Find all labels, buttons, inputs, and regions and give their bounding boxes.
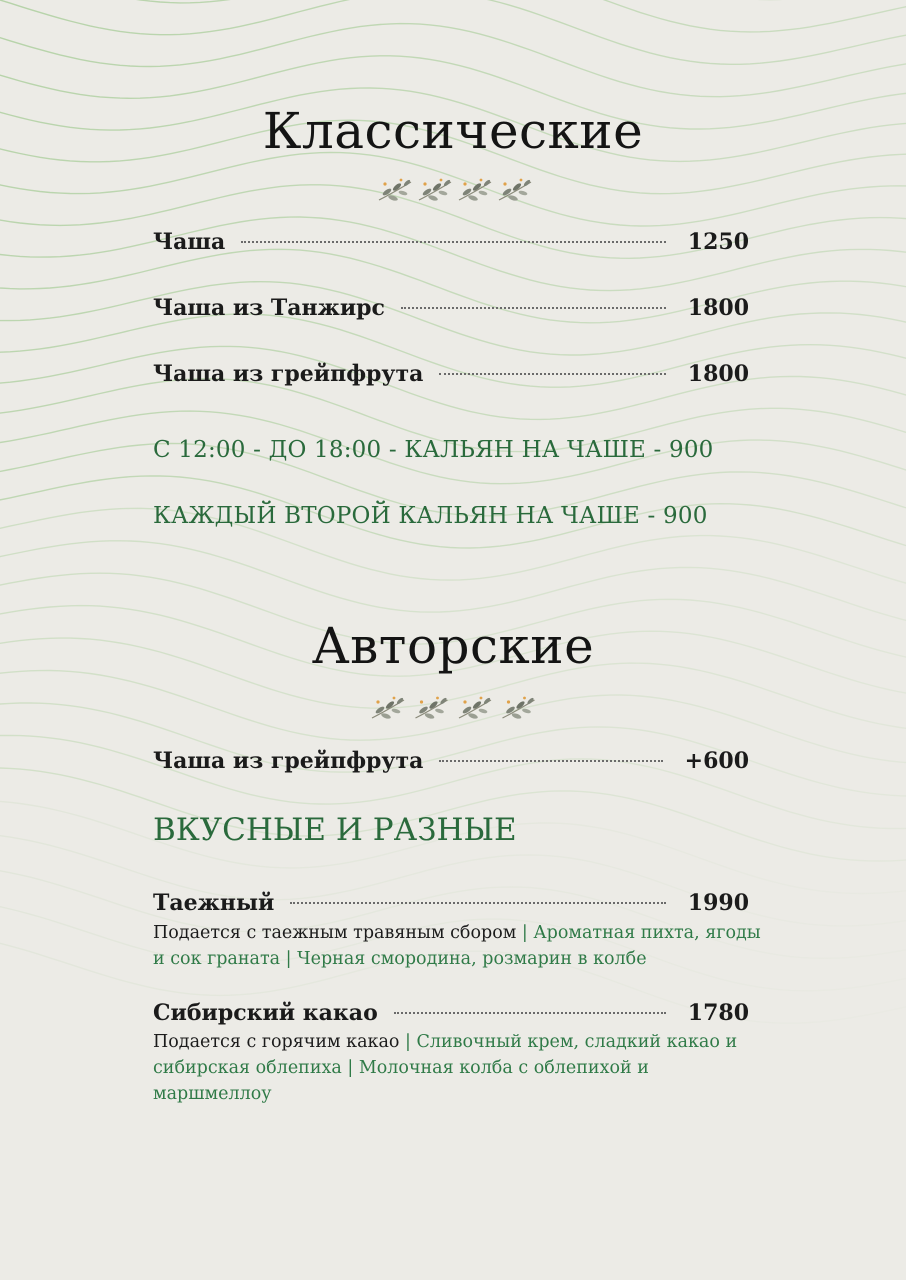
dot-leader bbox=[439, 760, 662, 762]
menu-item-name: Чаша из Танжирс bbox=[153, 295, 385, 321]
menu-item-price: 1780 bbox=[687, 1000, 749, 1026]
menu-item-name: Чаша из грейпфрута bbox=[153, 748, 424, 774]
menu-item-row bbox=[153, 229, 749, 255]
menu-item-row bbox=[153, 890, 749, 916]
promo-line: КАЖДЫЙ ВТОРОЙ КАЛЬЯН НА ЧАШЕ - 900 bbox=[153, 503, 708, 529]
dot-leader bbox=[439, 373, 665, 375]
subsection-title: ВКУСНЫЕ И РАЗНЫЕ bbox=[153, 812, 517, 848]
promo-line: С 12:00 - ДО 18:00 - КАЛЬЯН НА ЧАШЕ - 900 bbox=[153, 437, 714, 463]
description-details: | Сливочный крем, сладкий какао и сибирская облепиха | Молочная колба с облепихой и маршмеллоу bbox=[153, 1032, 738, 1104]
menu-item-price: 1250 bbox=[687, 229, 749, 255]
description-main: Подается с горячим какао bbox=[153, 1032, 406, 1052]
section-title-classic: Классические bbox=[262, 102, 644, 160]
menu-item-name: Сибирский какао bbox=[153, 1000, 378, 1026]
menu-item-row bbox=[153, 295, 749, 321]
dot-leader bbox=[401, 307, 666, 309]
menu-item-price: +600 bbox=[684, 748, 749, 774]
menu-item-row bbox=[153, 748, 749, 774]
menu-item-name: Чаша из грейпфрута bbox=[153, 361, 424, 387]
dot-leader bbox=[241, 241, 666, 243]
menu-item-description bbox=[153, 920, 763, 972]
dot-leader bbox=[394, 1012, 666, 1014]
description-details: | Ароматная пихта, ягоды и сок граната | Черная смородина, розмарин в колбе bbox=[153, 923, 761, 969]
menu-item-row bbox=[153, 1000, 749, 1026]
dot-leader bbox=[290, 902, 665, 904]
leaf-ornament-icon bbox=[0, 176, 906, 206]
menu-item-price: 1990 bbox=[687, 890, 749, 916]
menu-item-price: 1800 bbox=[687, 361, 749, 387]
menu-item-name: Чаша bbox=[153, 229, 226, 255]
section-title-author: Авторские bbox=[311, 617, 595, 675]
leaf-ornament-icon bbox=[0, 694, 906, 724]
menu-item-price: 1800 bbox=[687, 295, 749, 321]
menu-item-description bbox=[153, 1029, 763, 1107]
menu-item-name: Таежный bbox=[153, 890, 275, 916]
description-main: Подается с таежным травяным сбором bbox=[153, 923, 522, 943]
menu-item-row bbox=[153, 361, 749, 387]
